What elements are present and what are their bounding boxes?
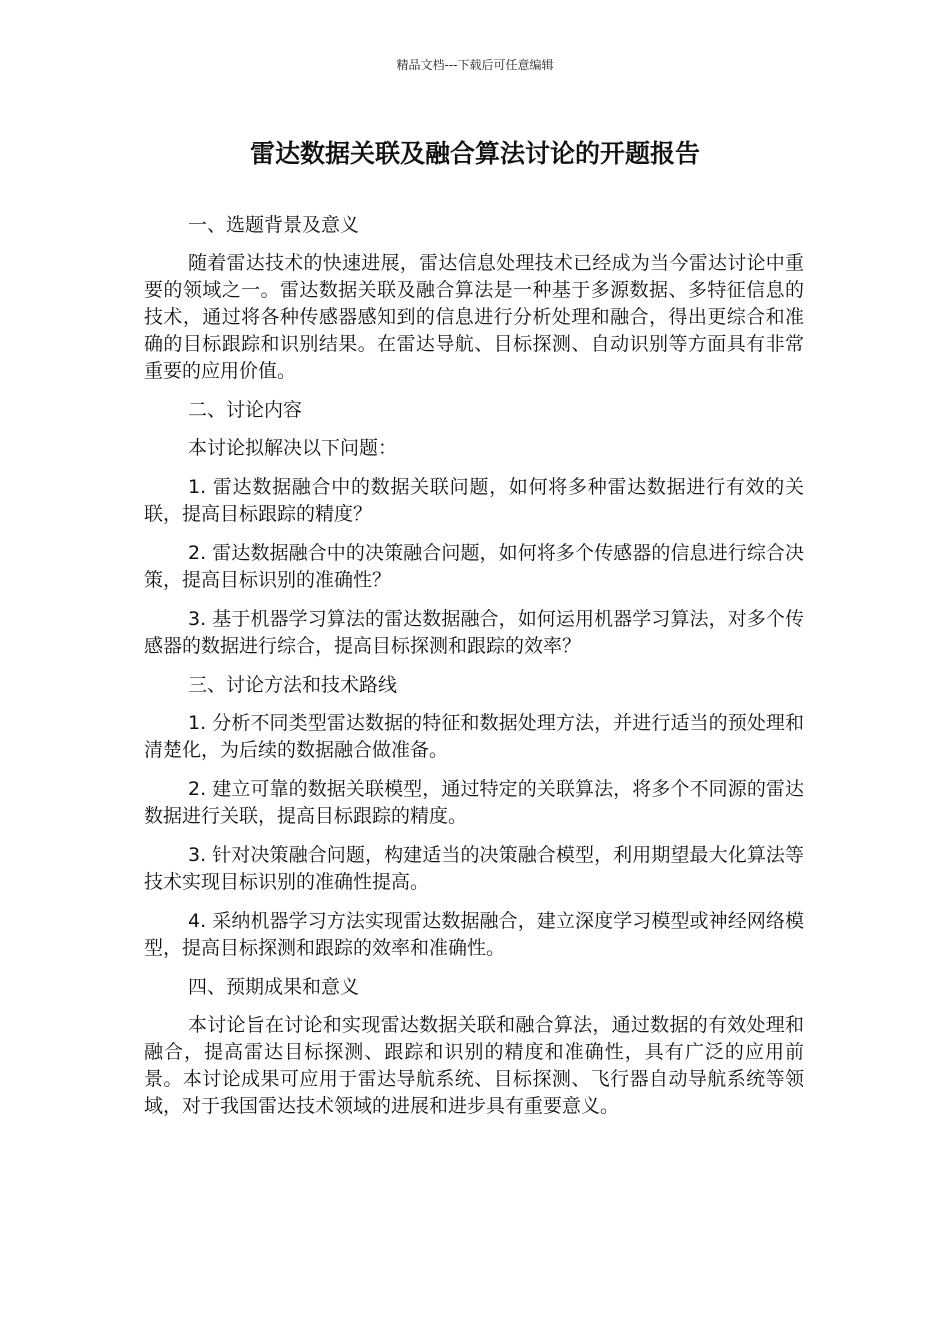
paragraph-background: 随着雷达技术的快速进展，雷达信息处理技术已经成为当今雷达讨论中重要的领域之一。雷达数据关联及融合算法是一种基于多源数据、多特征信息的技术，通过将各种传感器感知到的信息进行分析处理和融合，得出更综合和准确的目标跟踪和识别结果。在雷达导航、目标探测、自动识别等方面具有非常重要的应用价值。 [144,252,804,382]
list-item-method-2: 2. 建立可靠的数据关联模型，通过特定的关联算法，将多个不同源的雷达数据进行关联，提高目标跟踪的精度。 [144,778,804,827]
list-item-problem-2: 2. 雷达数据融合中的决策融合问题，如何将多个传感器的信息进行综合决策，提高目标识别的准确性？ [144,542,804,591]
document-title: 雷达数据关联及融合算法讨论的开题报告 [249,139,700,168]
list-item-problem-3: 3. 基于机器学习算法的雷达数据融合，如何运用机器学习算法，对多个传感器的数据进行综合，提高目标探测和跟踪的效率？ [144,608,804,657]
paragraph-outcomes: 本讨论旨在讨论和实现雷达数据关联和融合算法，通过数据的有效处理和融合，提高雷达目标探测、跟踪和识别的精度和准确性，具有广泛的应用前景。本讨论成果可应用于雷达导航系统、目标探测、飞行器自动导航系统等领域，对于我国雷达技术领域的进展和进步具有重要意义。 [144,1014,804,1117]
document-body [144,212,804,1132]
list-item-method-3: 3. 针对决策融合问题，构建适当的决策融合模型，利用期望最大化算法等技术实现目标识别的准确性提高。 [144,844,804,893]
section-heading-methods: 三、讨论方法和技术路线 [188,674,398,696]
section-heading-background: 一、选题背景及意义 [188,214,360,236]
section-heading-content: 二、讨论内容 [188,399,303,421]
header-note: 精品文档---下载后可任意编辑 [396,58,554,72]
list-item-method-4: 4. 采纳机器学习方法实现雷达数据融合，建立深度学习模型或神经网络模型，提高目标探测和跟踪的效率和准确性。 [144,910,804,959]
list-item-problem-1: 1. 雷达数据融合中的数据关联问题，如何将多种雷达数据进行有效的关联，提高目标跟踪的精度？ [144,476,804,525]
section-heading-outcomes: 四、预期成果和意义 [188,976,360,998]
paragraph-intro-problems: 本讨论拟解决以下问题： [188,437,398,459]
list-item-method-1: 1. 分析不同类型雷达数据的特征和数据处理方法，并进行适当的预处理和清楚化，为后续的数据融合做准备。 [144,712,804,761]
